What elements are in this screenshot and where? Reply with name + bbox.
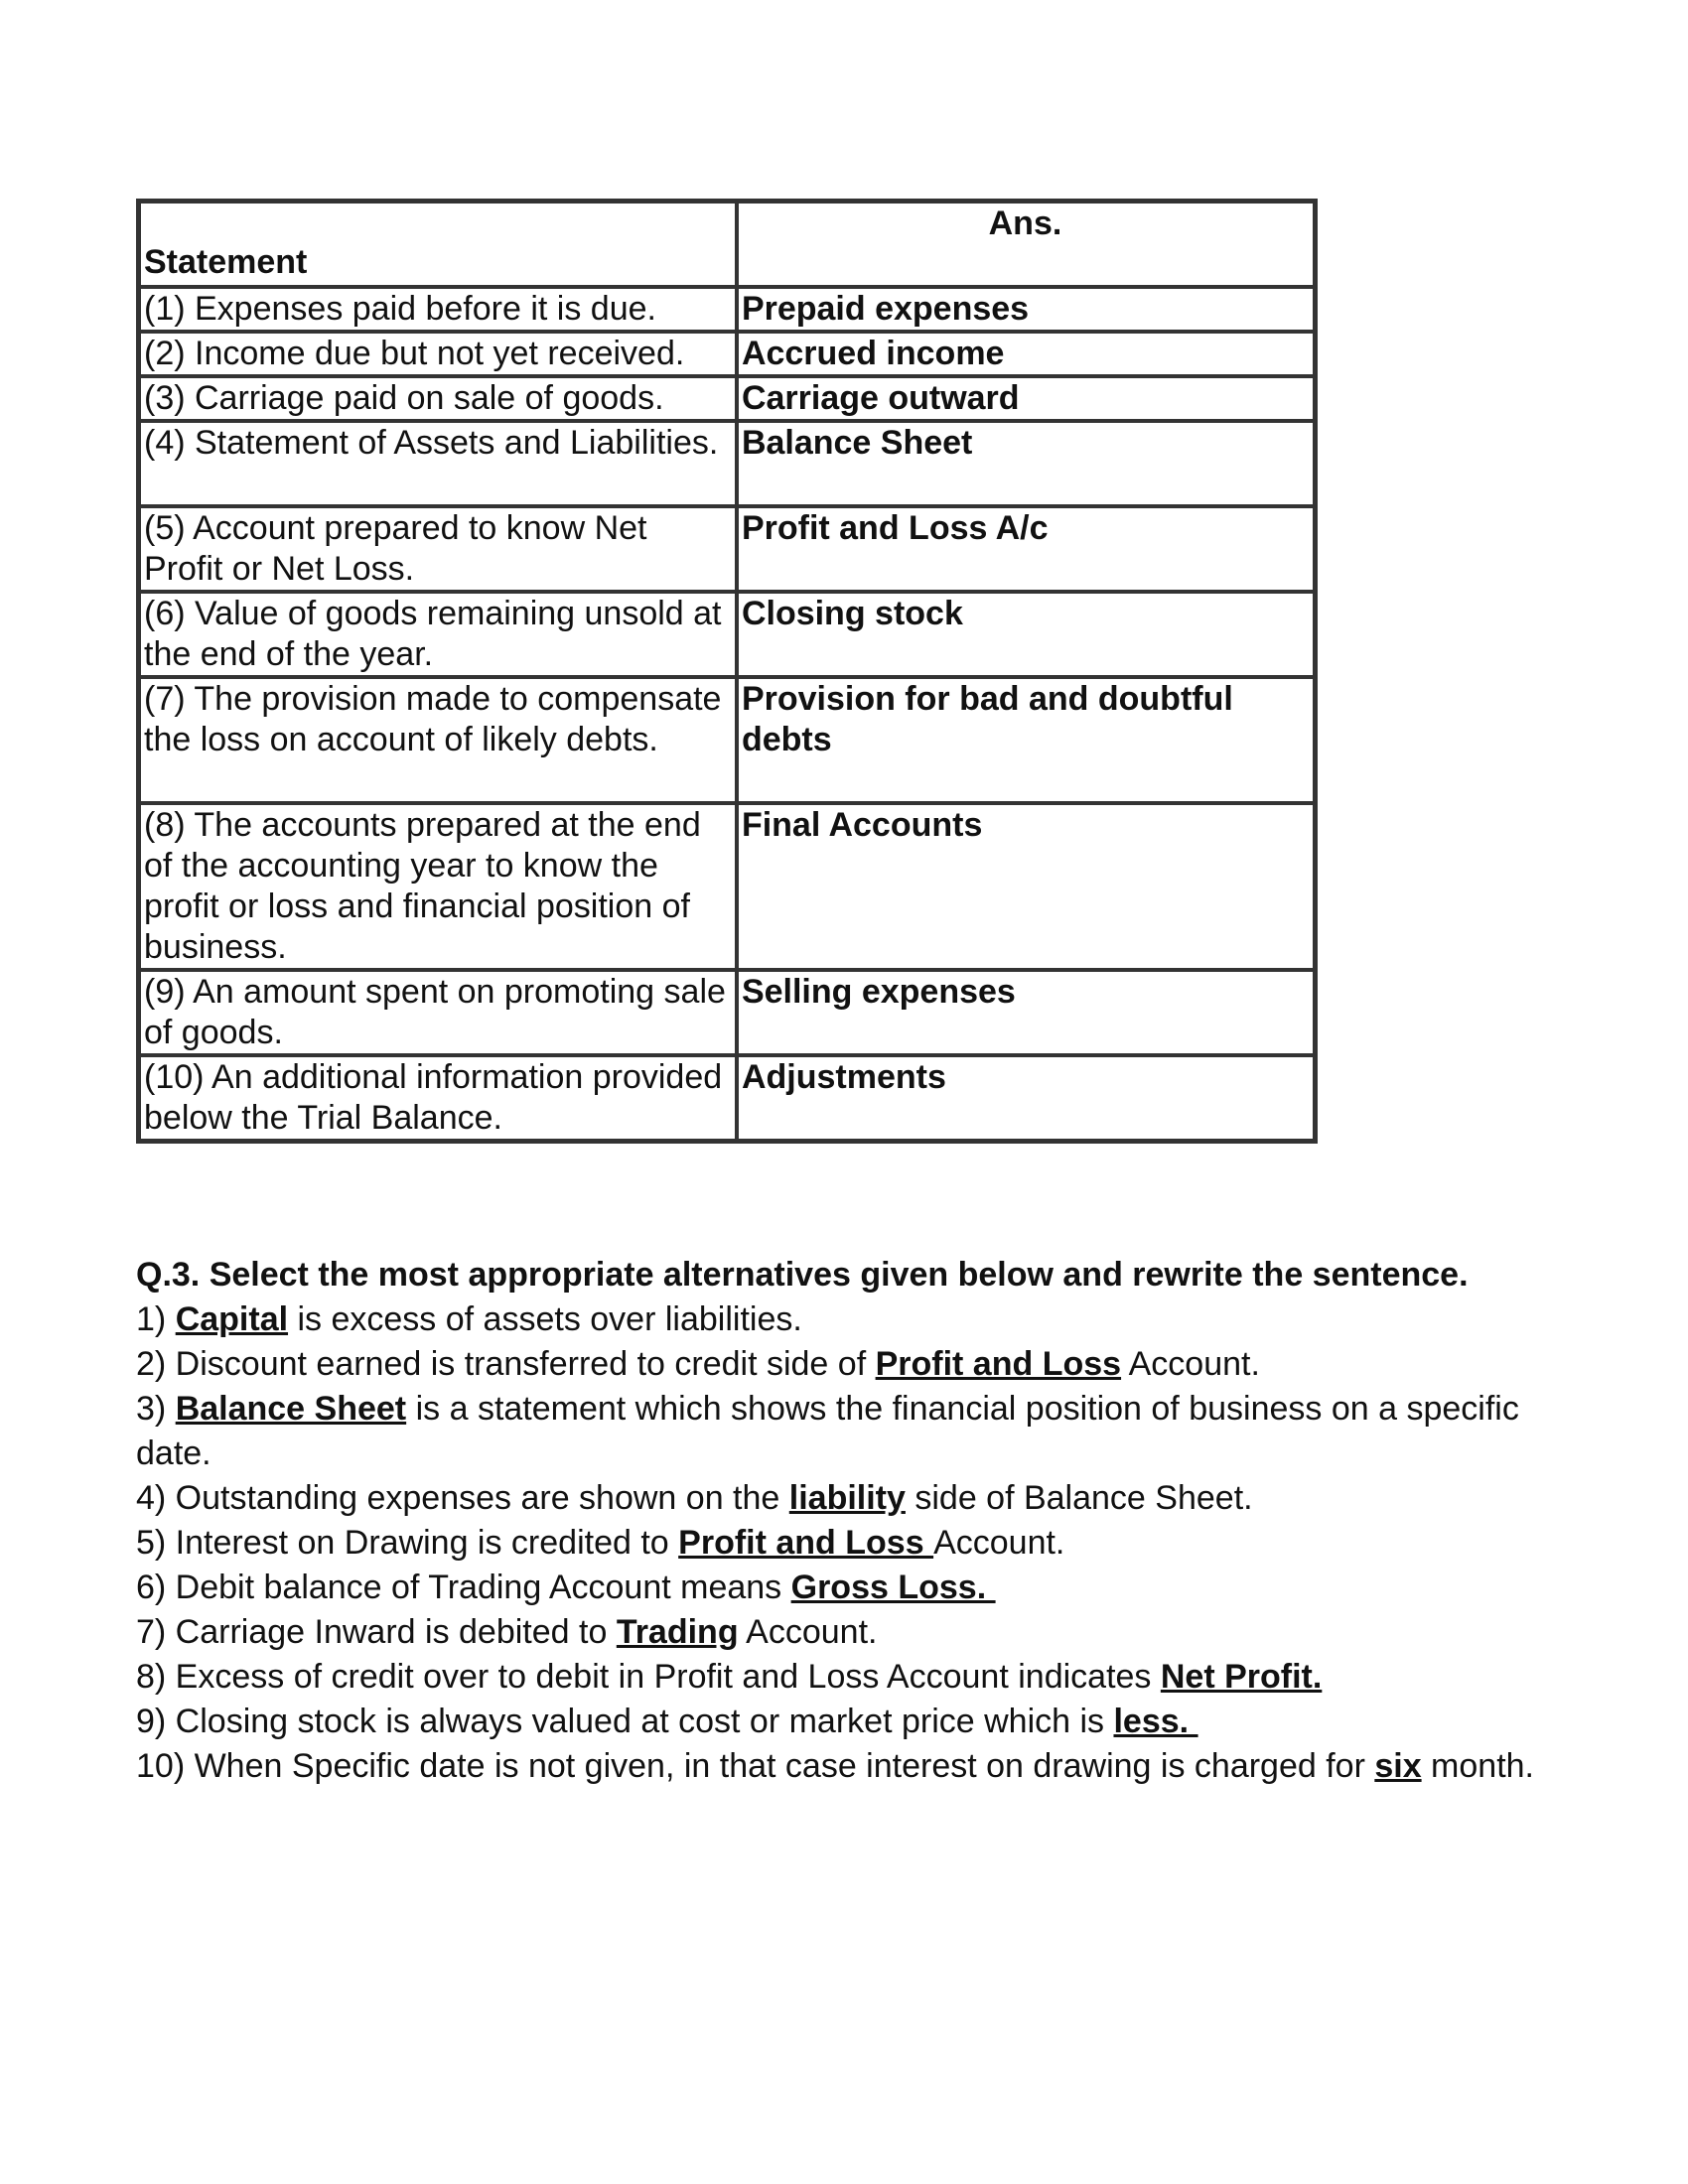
- answer-cell: Adjustments: [737, 1055, 1315, 1141]
- list-item: [136, 1476, 1546, 1521]
- statement-cell: (10) An additional information provided below the Trial Balance.: [139, 1055, 737, 1141]
- sentence-start: 2) Discount earned is transferred to credit side of: [136, 1345, 876, 1383]
- sentence-start: 3): [136, 1390, 176, 1428]
- statement-cell: (2) Income due but not yet received.: [139, 332, 737, 376]
- statement-cell: (8) The accounts prepared at the end of the accounting year to know the profit or loss and financial position of business.: [139, 803, 737, 970]
- answer-term: less.: [1113, 1703, 1198, 1740]
- answer-term: Gross Loss.: [790, 1569, 996, 1606]
- answer-cell: Prepaid expenses: [737, 287, 1315, 332]
- list-item: [136, 1342, 1546, 1387]
- statement-cell: (4) Statement of Assets and Liabilities.: [139, 421, 737, 506]
- answer-term: Net Profit.: [1160, 1658, 1323, 1696]
- sentence-start: 7) Carriage Inward is debited to: [136, 1613, 617, 1651]
- table-row: [139, 592, 1315, 677]
- sentence-end: Account.: [1121, 1345, 1260, 1383]
- table-header: [139, 202, 1315, 287]
- table-row: [139, 677, 1315, 803]
- table-row: [139, 287, 1315, 332]
- table-row: [139, 970, 1315, 1055]
- sentence-start: 8) Excess of credit over to debit in Profit and Loss Account indicates: [136, 1658, 1161, 1696]
- answer-term: Capital: [175, 1300, 289, 1338]
- answer-term: Trading: [616, 1613, 739, 1651]
- table-row: [139, 803, 1315, 970]
- table-body: [139, 287, 1315, 1141]
- sentence-start: 1): [136, 1300, 176, 1338]
- statement-cell: (7) The provision made to compensate the loss on account of likely debts.: [139, 677, 737, 803]
- list-item: [136, 1744, 1546, 1789]
- statement-cell: (1) Expenses paid before it is due.: [139, 287, 737, 332]
- sentence-end: Account.: [933, 1524, 1065, 1562]
- list-item: [136, 1387, 1546, 1476]
- table-header-row: [139, 202, 1315, 287]
- statement-cell: (3) Carriage paid on sale of goods.: [139, 376, 737, 421]
- sentence-start: 9) Closing stock is always valued at cost or market price which is: [136, 1703, 1114, 1740]
- statement-cell: (9) An amount spent on promoting sale of goods.: [139, 970, 737, 1055]
- answer-term: Profit and Loss: [678, 1524, 934, 1562]
- answer-cell: Carriage outward: [737, 376, 1315, 421]
- answer-cell: Final Accounts: [737, 803, 1315, 970]
- list-item: [136, 1566, 1546, 1610]
- answer-column-header: Ans.: [737, 202, 1315, 287]
- sentence-end: Account.: [738, 1613, 878, 1651]
- list-item: [136, 1700, 1546, 1744]
- sentence-start: 10) When Specific date is not given, in that case interest on drawing is charged for: [136, 1747, 1375, 1785]
- answer-cell: Profit and Loss A/c: [737, 506, 1315, 592]
- table-row: [139, 332, 1315, 376]
- list-item: [136, 1521, 1546, 1566]
- question-3-section: [136, 1253, 1546, 1789]
- statement-column-header: Statement: [139, 202, 737, 287]
- answer-cell: Provision for bad and doubtful debts: [737, 677, 1315, 803]
- answer-cell: Accrued income: [737, 332, 1315, 376]
- sentence-end: month.: [1421, 1747, 1534, 1785]
- answer-term: Profit and Loss: [875, 1345, 1122, 1383]
- question-3-list: [136, 1297, 1546, 1789]
- statement-cell: (6) Value of goods remaining unsold at the end of the year.: [139, 592, 737, 677]
- table-row: [139, 376, 1315, 421]
- table-row: [139, 421, 1315, 506]
- answer-cell: Balance Sheet: [737, 421, 1315, 506]
- sentence-end: is excess of assets over liabilities.: [288, 1300, 802, 1338]
- answer-cell: Closing stock: [737, 592, 1315, 677]
- answer-term: six: [1374, 1747, 1422, 1785]
- answer-term: liability: [788, 1479, 906, 1517]
- sentence-start: 6) Debit balance of Trading Account means: [136, 1569, 791, 1606]
- statement-cell: (5) Account prepared to know Net Profit or Net Loss.: [139, 506, 737, 592]
- list-item: [136, 1610, 1546, 1655]
- sentence-end: side of Balance Sheet.: [905, 1479, 1253, 1517]
- list-item: [136, 1655, 1546, 1700]
- statement-answer-table: [136, 199, 1318, 1144]
- question-3-title: Q.3. Select the most appropriate alternatives given below and rewrite the sentence.: [136, 1256, 1469, 1294]
- table-row: [139, 1055, 1315, 1141]
- sentence-start: 4) Outstanding expenses are shown on the: [136, 1479, 789, 1517]
- list-item: [136, 1297, 1546, 1342]
- answer-term: Balance Sheet: [175, 1390, 407, 1428]
- table-row: [139, 506, 1315, 592]
- sentence-start: 5) Interest on Drawing is credited to: [136, 1524, 679, 1562]
- answer-cell: Selling expenses: [737, 970, 1315, 1055]
- sentence-end: is a statement which shows the financial position of business on a specific date.: [136, 1390, 1519, 1472]
